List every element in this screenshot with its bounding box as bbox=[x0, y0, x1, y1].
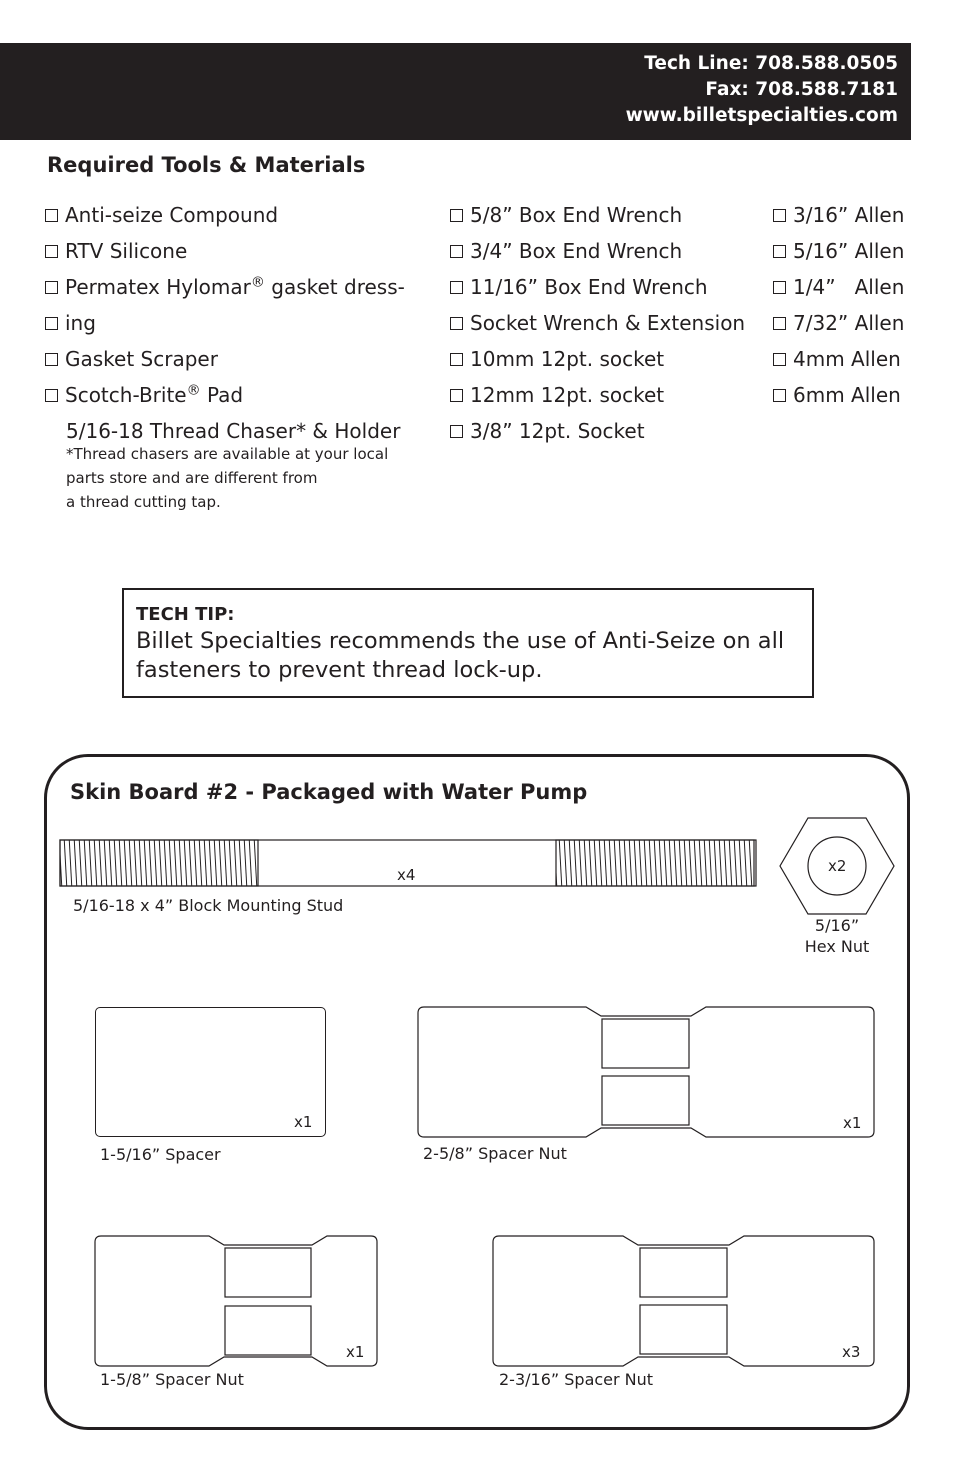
tool-item[interactable]: 3/16” Allen bbox=[773, 200, 904, 236]
spacer-nut-1-5-8-qty: x1 bbox=[346, 1343, 365, 1361]
thread-note: parts store and are different from bbox=[66, 469, 318, 487]
skin-board-title: Skin Board #2 - Packaged with Water Pump bbox=[70, 780, 588, 804]
spacer-nut-1-5-8-label: 1-5/8” Spacer Nut bbox=[100, 1370, 244, 1389]
stud-qty: x4 bbox=[397, 866, 416, 884]
tools-column-3 bbox=[773, 200, 904, 416]
tools-column-2 bbox=[450, 200, 745, 452]
checkbox[interactable] bbox=[450, 281, 463, 294]
tool-item[interactable]: 4mm Allen bbox=[773, 344, 904, 380]
website-link[interactable]: www.billetspecialties.com bbox=[625, 105, 898, 126]
spacer-nut-2-3-16-qty: x3 bbox=[842, 1343, 861, 1361]
tech-tip-label: TECH TIP: bbox=[136, 604, 235, 625]
thread-note: *Thread chasers are available at your local bbox=[66, 445, 389, 463]
checkbox[interactable] bbox=[450, 425, 463, 438]
spacer-nut-2-5-8-icon bbox=[416, 1005, 876, 1139]
tools-column-1 bbox=[45, 200, 405, 514]
tool-item[interactable]: 5/8” Box End Wrench bbox=[450, 200, 745, 236]
spacer-nut-1-5-8-icon bbox=[93, 1234, 379, 1368]
spacer-1-5-16-qty: x1 bbox=[294, 1113, 313, 1131]
tool-item[interactable]: ing bbox=[45, 308, 405, 344]
checkbox[interactable] bbox=[450, 245, 463, 258]
spacer-nut-2-5-8-label: 2-5/8” Spacer Nut bbox=[423, 1144, 567, 1163]
checkbox[interactable] bbox=[45, 281, 58, 294]
checkbox[interactable] bbox=[773, 209, 786, 222]
checkbox[interactable] bbox=[45, 245, 58, 258]
tool-item[interactable]: 12mm 12pt. socket bbox=[450, 380, 745, 416]
registered-mark: ® bbox=[250, 274, 265, 291]
tech-tip-text: Billet Specialties recommends the use of Anti-Seize on all fasteners to prevent thread lock-up. bbox=[136, 628, 785, 683]
thread-chaser: 5/16-18 Thread Chaser* & Holder bbox=[66, 419, 401, 443]
spacer-1-5-16-label: 1-5/16” Spacer bbox=[100, 1145, 221, 1164]
tool-item[interactable]: Permatex Hylomar® gasket dress- bbox=[45, 272, 405, 308]
checkbox[interactable] bbox=[45, 317, 58, 330]
checkbox[interactable] bbox=[773, 317, 786, 330]
tool-item[interactable]: 3/4” Box End Wrench bbox=[450, 236, 745, 272]
thread-note: a thread cutting tap. bbox=[66, 493, 221, 511]
checkbox[interactable] bbox=[450, 353, 463, 366]
checkbox[interactable] bbox=[773, 389, 786, 402]
spacer-1-5-16-icon bbox=[95, 1007, 326, 1137]
checkbox[interactable] bbox=[773, 353, 786, 366]
tool-item[interactable]: Anti-seize Compound bbox=[45, 200, 405, 236]
tool-item[interactable]: 6mm Allen bbox=[773, 380, 904, 416]
checkbox[interactable] bbox=[450, 389, 463, 402]
tool-item[interactable]: RTV Silicone bbox=[45, 236, 405, 272]
tool-item[interactable]: 3/8” 12pt. Socket bbox=[450, 416, 745, 452]
tool-item[interactable]: Socket Wrench & Extension bbox=[450, 308, 745, 344]
tech-line: Tech Line: 708.588.0505 bbox=[644, 53, 898, 74]
contact-info bbox=[626, 51, 898, 129]
tools-title: Required Tools & Materials bbox=[47, 153, 366, 177]
hex-nut-qty: x2 bbox=[828, 857, 847, 875]
checkbox[interactable] bbox=[773, 245, 786, 258]
spacer-nut-2-3-16-icon bbox=[491, 1234, 876, 1368]
checkbox[interactable] bbox=[45, 209, 58, 222]
stud-label: 5/16-18 x 4” Block Mounting Stud bbox=[73, 896, 344, 915]
hex-nut-label: 5/16” Hex Nut bbox=[804, 916, 870, 956]
checkbox[interactable] bbox=[45, 353, 58, 366]
fax: Fax: 708.588.7181 bbox=[705, 79, 898, 100]
tool-item[interactable]: Gasket Scraper bbox=[45, 344, 405, 380]
checkbox[interactable] bbox=[45, 389, 58, 402]
tool-item[interactable]: 7/32” Allen bbox=[773, 308, 904, 344]
stud-icon bbox=[58, 832, 758, 894]
spacer-nut-2-5-8-qty: x1 bbox=[843, 1114, 862, 1132]
registered-mark: ® bbox=[186, 382, 201, 399]
checkbox[interactable] bbox=[450, 317, 463, 330]
tool-item[interactable]: Scotch-Brite® Pad bbox=[45, 380, 405, 416]
checkbox[interactable] bbox=[773, 281, 786, 294]
checkbox[interactable] bbox=[450, 209, 463, 222]
spacer-nut-2-3-16-label: 2-3/16” Spacer Nut bbox=[499, 1370, 654, 1389]
tool-item[interactable]: 11/16” Box End Wrench bbox=[450, 272, 745, 308]
tool-item[interactable]: 10mm 12pt. socket bbox=[450, 344, 745, 380]
tool-item[interactable]: 5/16” Allen bbox=[773, 236, 904, 272]
tool-item[interactable]: 1/4” Allen bbox=[773, 272, 904, 308]
